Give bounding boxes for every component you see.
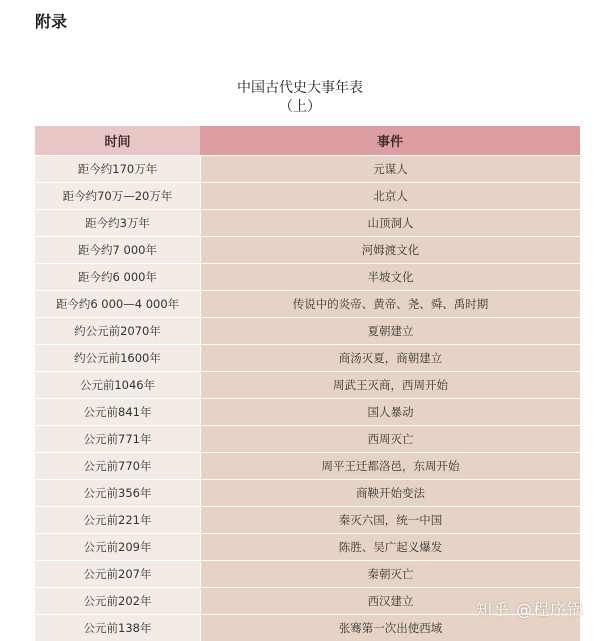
cell-event: 陈胜、吴广起义爆发 (201, 534, 580, 560)
cell-time: 公元前771年 (35, 426, 200, 452)
table-row (35, 561, 580, 587)
cell-time: 公元前1046年 (35, 372, 200, 398)
table-row (35, 507, 580, 533)
table-row (35, 210, 580, 236)
table-title: 中国古代史大事年表 (237, 80, 363, 96)
cell-time: 距今约7 000年 (35, 237, 200, 263)
table-row (35, 237, 580, 263)
watermark: 知乎 @程序锅 (475, 600, 584, 619)
cell-time: 约公元前2070年 (35, 318, 200, 344)
table-body (35, 156, 580, 641)
cell-time: 距今约6 000—4 000年 (35, 291, 200, 317)
cell-time: 公元前207年 (35, 561, 200, 587)
chronology-table (35, 126, 580, 641)
table-row (35, 453, 580, 479)
cell-event: 商汤灭夏，商朝建立 (201, 345, 580, 371)
table-row (35, 318, 580, 344)
cell-event: 半坡文化 (201, 264, 580, 290)
table-row (35, 480, 580, 506)
cell-event: 元谋人 (201, 156, 580, 182)
header-time: 时间 (35, 126, 200, 155)
cell-time: 距今约170万年 (35, 156, 200, 182)
cell-time: 距今约6 000年 (35, 264, 200, 290)
table-row (35, 534, 580, 560)
cell-event: 河姆渡文化 (201, 237, 580, 263)
cell-event: 秦灭六国，统一中国 (201, 507, 580, 533)
header-event: 事件 (200, 126, 580, 155)
cell-time: 公元前770年 (35, 453, 200, 479)
cell-time: 公元前138年 (35, 615, 200, 641)
table-row (35, 264, 580, 290)
table-subtitle: （上） (279, 99, 321, 115)
cell-time: 公元前221年 (35, 507, 200, 533)
cell-event: 夏朝建立 (201, 318, 580, 344)
cell-time: 公元前841年 (35, 399, 200, 425)
cell-time: 约公元前1600年 (35, 345, 200, 371)
table-row (35, 156, 580, 182)
table-row (35, 345, 580, 371)
cell-time: 公元前202年 (35, 588, 200, 614)
cell-event: 商鞅开始变法 (201, 480, 580, 506)
cell-time: 距今约3万年 (35, 210, 200, 236)
cell-event: 周武王灭商，西周开始 (201, 372, 580, 398)
table-row (35, 426, 580, 452)
cell-time: 距今约70万—20万年 (35, 183, 200, 209)
cell-time: 公元前209年 (35, 534, 200, 560)
appendix-label: 附录 (35, 12, 68, 31)
cell-event: 秦朝灭亡 (201, 561, 580, 587)
cell-event: 西周灭亡 (201, 426, 580, 452)
table-row (35, 291, 580, 317)
cell-event: 山顶洞人 (201, 210, 580, 236)
table-header (35, 126, 580, 155)
table-row (35, 372, 580, 398)
cell-event: 周平王迁都洛邑，东周开始 (201, 453, 580, 479)
cell-event: 国人暴动 (201, 399, 580, 425)
table-row (35, 183, 580, 209)
cell-event: 西汉建立 (201, 588, 580, 614)
table-row (35, 399, 580, 425)
cell-event: 传说中的炎帝、黄帝、尧、舜、禹时期 (201, 291, 580, 317)
cell-time: 公元前356年 (35, 480, 200, 506)
cell-event: 张骞第一次出使西域 (201, 615, 580, 641)
cell-event: 北京人 (201, 183, 580, 209)
